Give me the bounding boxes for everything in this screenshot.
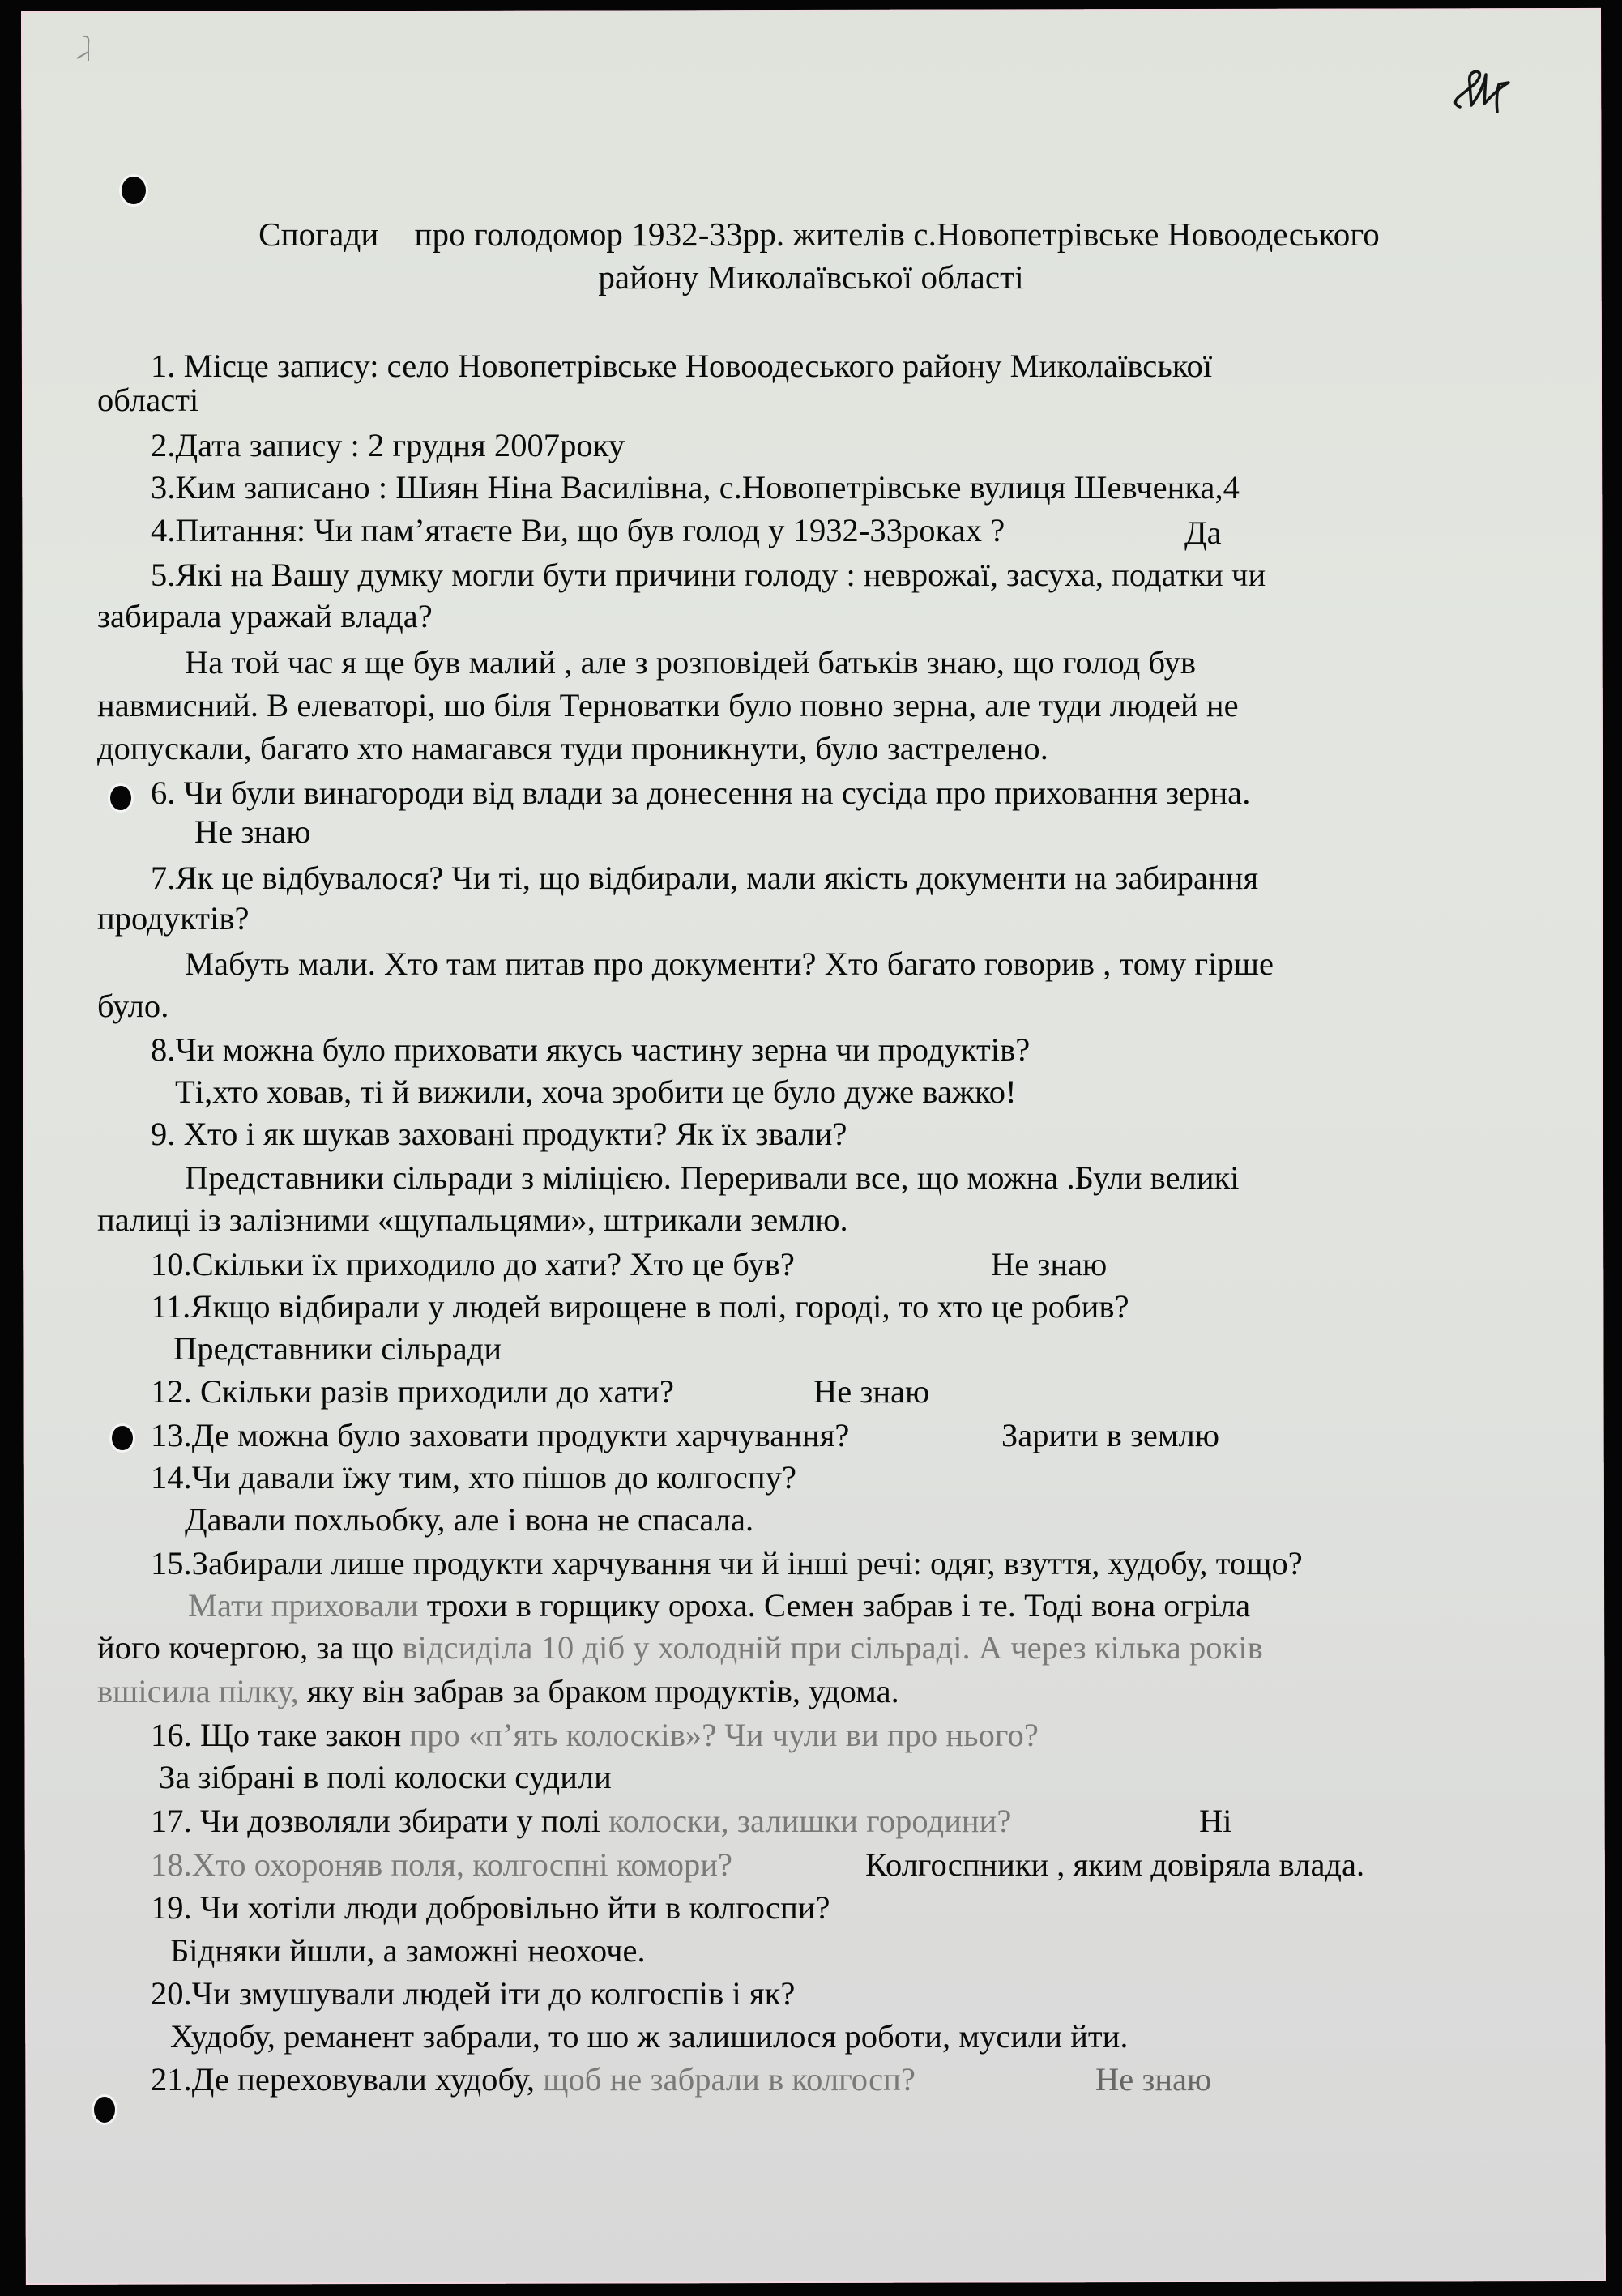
item-3-question: 3.Ким записано : Шиян Ніна Василівна, с.Новопетрівське вулиця Шевченка,4	[151, 469, 1240, 506]
faded-text: щоб не забрали в колгосп?	[543, 2061, 916, 2098]
item-1-question-cont: області	[97, 382, 199, 418]
answer-text: трохи в горщику ороха. Семен забрав і те. Тоді вона огріла	[426, 1587, 1251, 1624]
item-17-answer: Ні	[1199, 1803, 1232, 1839]
faded-text: приховали	[271, 1587, 419, 1624]
item-12-question: 12. Скільки разів приходили до хати?	[151, 1373, 675, 1410]
item-1-question: 1. Місце запису: село Новопетрівське Новоодеського району Миколаївської	[151, 348, 1213, 384]
item-10-answer: Не знаю	[991, 1246, 1108, 1282]
punch-hole	[112, 1426, 133, 1450]
item-9-answer: Представники сільради з міліцією. Переривали все, що можна .Були великі	[185, 1159, 1240, 1196]
item-7-answer-cont: було.	[97, 988, 169, 1024]
title-word: Спогади	[258, 216, 379, 253]
handwritten-page-number	[1450, 66, 1539, 115]
item-5-question-cont: забирала уражай влада?	[97, 598, 433, 634]
item-5-question: 5.Які на Вашу думку могли бути причини голоду : неврожаї, засуха, податки чи	[151, 557, 1266, 593]
faded-text: відсиділа 10 діб у холодній при сільраді. А через кілька років	[402, 1629, 1263, 1666]
item-20-answer: Худобу, реманент забрали, то шо ж залишилося роботи, мусили йти.	[170, 2018, 1129, 2055]
item-15-answer	[188, 1586, 1250, 1624]
item-7-question: 7.Як це відбувалося? Чи ті, що відбирали, мали якість документи на забирання	[151, 860, 1259, 896]
title-text: про голодомор 1932-33рр. жителів с.Новопетрівське Новоодеського	[414, 216, 1380, 253]
item-11-question: 11.Якщо відбирали у людей вирощене в полі, городі, то хто це робив?	[151, 1288, 1129, 1325]
item-6-question: 6. Чи були винагороди від влади за донесення на сусіда про приховання зерна.	[151, 775, 1251, 811]
faded-text: вшісила пілку,	[97, 1673, 299, 1709]
item-13-answer: Зарити в землю	[1001, 1417, 1220, 1453]
item-19-question: 19. Чи хотіли люди добровільно йти в колгоспи?	[151, 1889, 830, 1926]
question-text: 21.Де переховували худобу,	[151, 2061, 536, 2098]
faded-text: колоски, залишки городини?	[608, 1803, 1012, 1839]
item-20-question: 20.Чи змушували людей іти до колгоспів і як?	[151, 1975, 796, 2012]
item-14-question: 14.Чи давали їжу тим, хто пішов до колгоспу?	[151, 1459, 796, 1496]
item-4-question: 4.Питання: Чи пам’ятаєте Ви, що був голод у 1932-33роках ?	[151, 512, 1005, 548]
item-5-answer-cont: допускали, багато хто намагався туди проникнути, було застрелено.	[97, 730, 1048, 766]
faded-text: Мати	[188, 1587, 263, 1624]
item-9-answer-cont: палиці із залізними «щупальцями», штрикали землю.	[97, 1201, 848, 1238]
faded-text: про «п’ять колосків»? Чи чули ви про нього?	[409, 1717, 1039, 1753]
answer-text: його кочергою, за що	[97, 1629, 395, 1666]
item-8-answer: Ті,хто ховав, ті й вижили, хоча зробити це було дуже важко!	[175, 1073, 1017, 1110]
item-8-question: 8.Чи можна було приховати якусь частину зерна чи продуктів?	[151, 1031, 1031, 1068]
item-5-answer: На той час я ще був малий , але з розповідей батьків знаю, що голод був	[185, 644, 1197, 681]
item-7-question-cont: продуктів?	[97, 900, 250, 937]
item-15-answer-cont	[97, 1672, 899, 1710]
item-4-answer: Да	[1184, 514, 1222, 551]
item-12-answer: Не знаю	[813, 1373, 930, 1410]
item-21-answer: Не знаю	[1095, 2061, 1212, 2098]
item-16-question	[151, 1716, 1039, 1754]
answer-text: яку він забрав за браком продуктів, удома.	[306, 1673, 899, 1709]
question-text: 17. Чи дозволяли збирати у полі	[151, 1803, 600, 1839]
item-13-question: 13.Де можна було заховати продукти харчування?	[151, 1417, 850, 1453]
item-18-answer: Колгоспники , яким довіряла влада.	[865, 1846, 1365, 1883]
punch-hole	[94, 2097, 115, 2123]
item-7-answer: Мабуть мали. Хто там питав про документи? Хто багато говорив , тому гірше	[185, 945, 1274, 982]
pencil-mark	[69, 32, 101, 69]
item-6-answer: Не знаю	[194, 813, 311, 850]
item-11-answer: Представники сільради	[173, 1330, 502, 1367]
item-19-answer: Бідняки йшли, а заможні неохоче.	[170, 1932, 646, 1969]
item-14-answer: Давали похльобку, але і вона не спасала.	[185, 1501, 754, 1538]
document-title-line-1	[0, 215, 1622, 254]
item-17-question	[151, 1802, 1011, 1840]
item-15-question: 15.Забирали лише продукти харчування чи й інші речі: одяг, взуття, худобу, тощо?	[151, 1545, 1303, 1581]
item-21-question	[151, 2060, 916, 2098]
punch-hole	[122, 177, 146, 204]
punch-hole	[110, 786, 131, 810]
item-10-question: 10.Скільки їх приходило до хати? Хто це був?	[151, 1246, 795, 1282]
item-15-answer-cont	[97, 1628, 1263, 1667]
item-5-answer-cont: навмисний. В елеваторі, шо біля Терноватки було повно зерна, але туди людей не	[97, 687, 1239, 723]
item-9-question: 9. Хто і як шукав заховані продукти? Як їх звали?	[151, 1116, 847, 1152]
item-16-answer: За зібрані в полі колоски судили	[159, 1759, 612, 1795]
item-2-question: 2.Дата запису : 2 грудня 2007року	[151, 427, 625, 463]
question-text: 16. Що таке закон	[151, 1717, 402, 1753]
document-title-line-2: району Миколаївської області	[598, 258, 1024, 296]
item-18-question: 18.Хто охороняв поля, колгоспні комори?	[151, 1846, 733, 1883]
